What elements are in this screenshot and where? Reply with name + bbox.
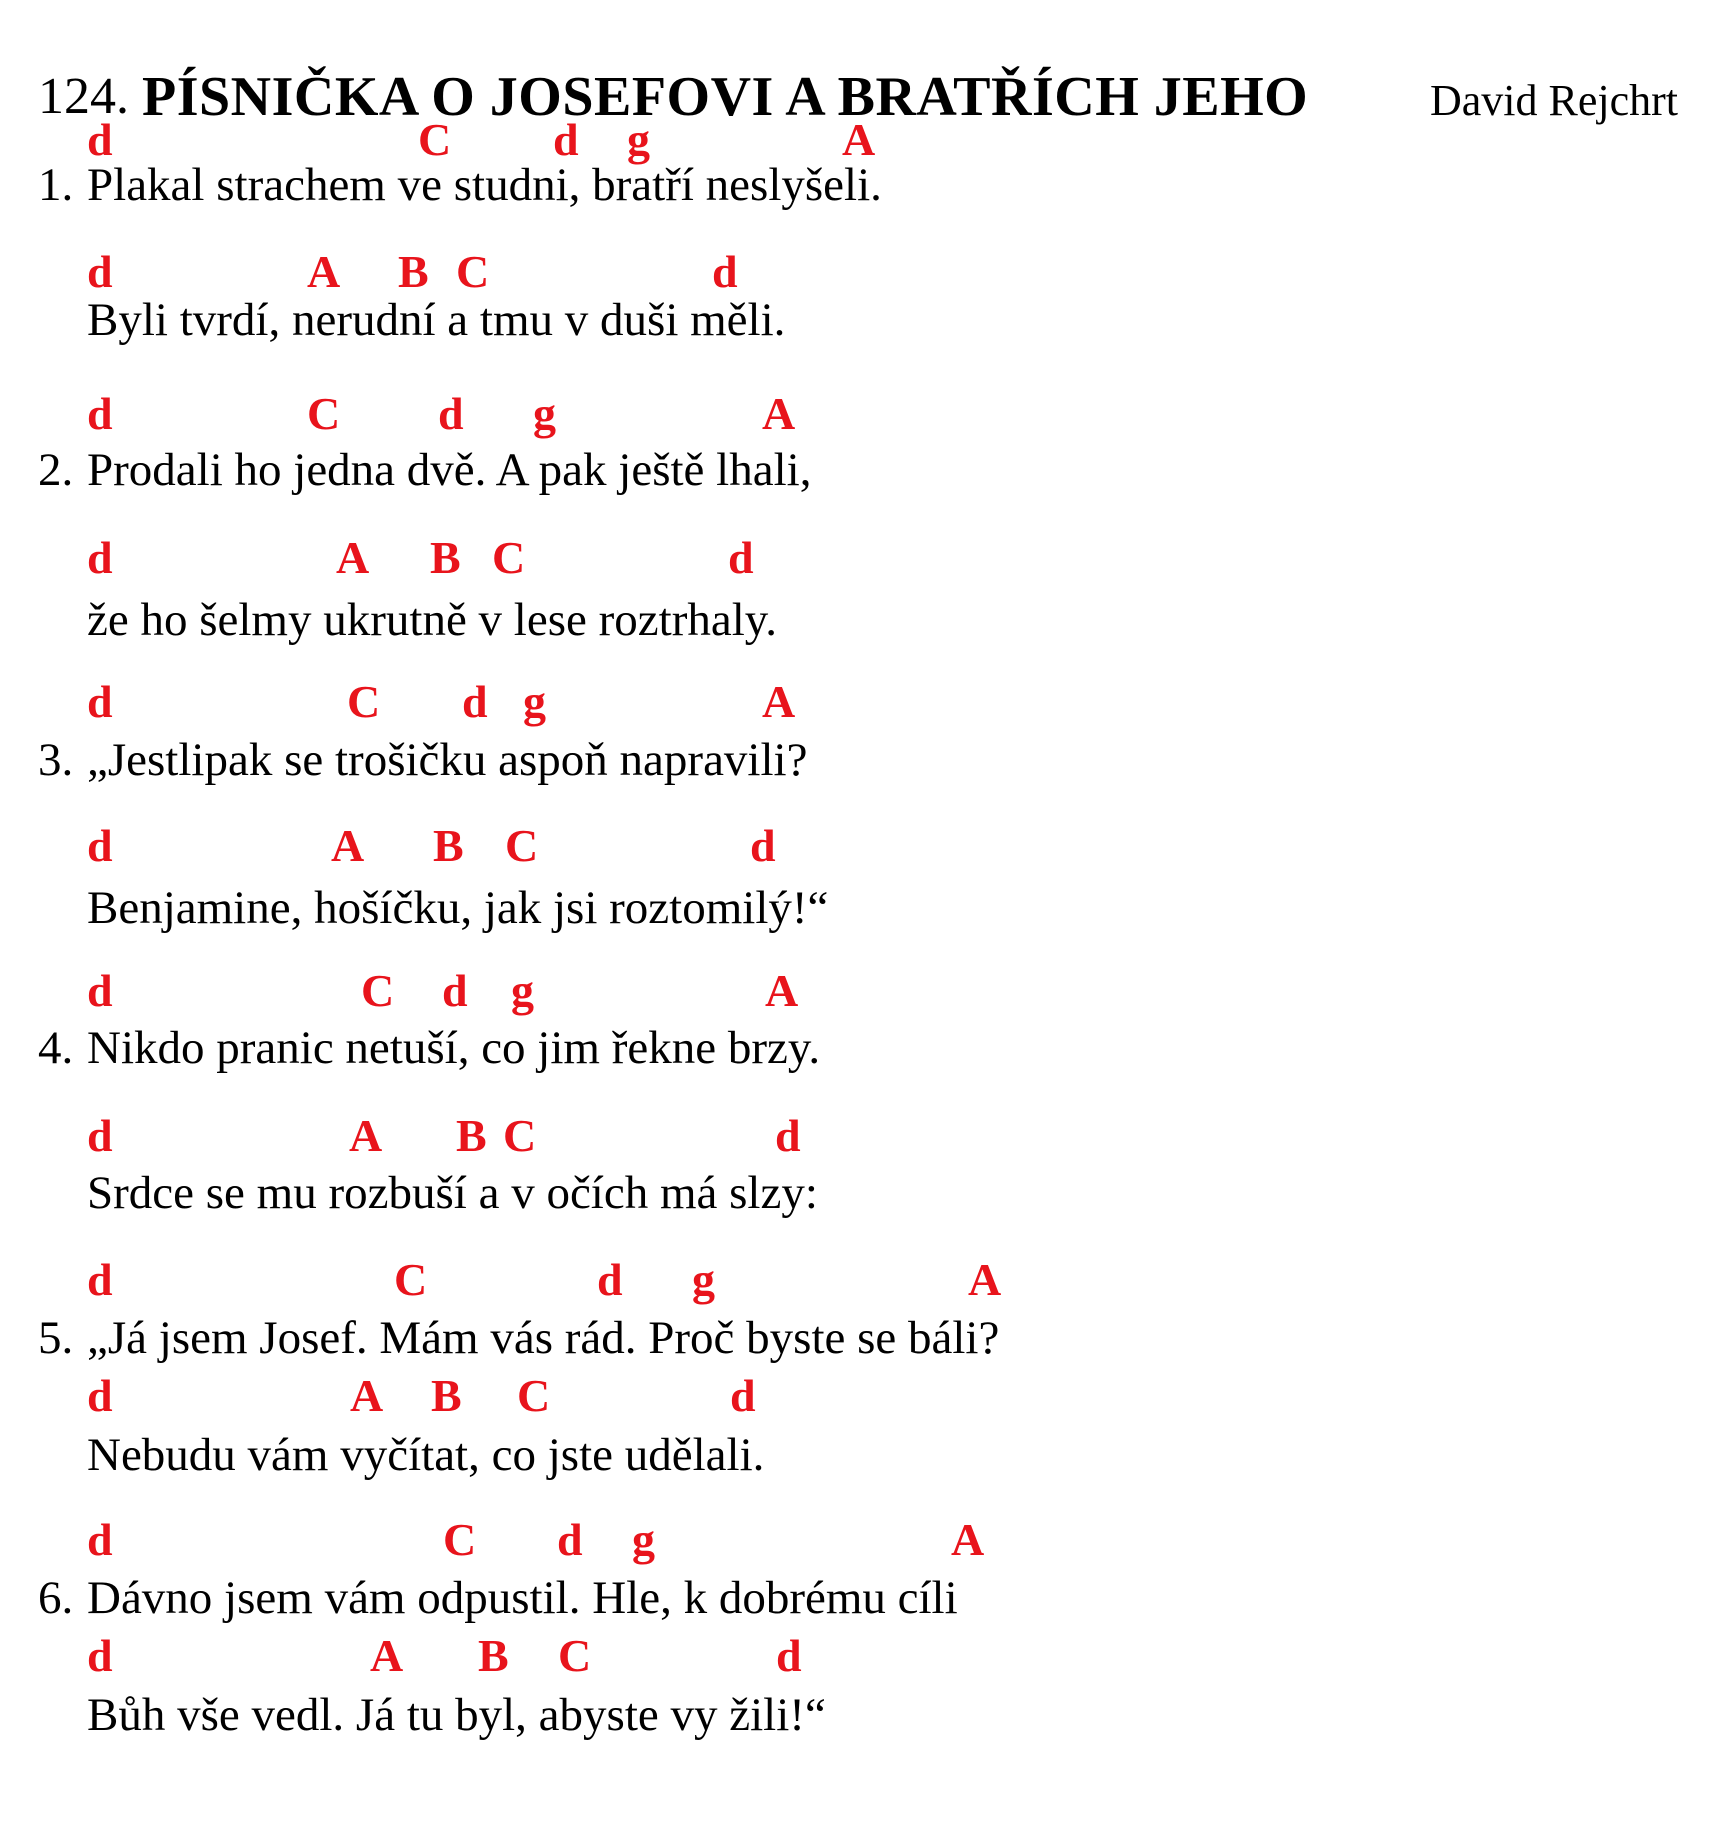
verse-number: 3. [38,734,74,786]
chord-symbol: g [632,1514,655,1565]
lyric-text: „Já jsem Josef. Mám vás rád. Proč byste se báli? [87,1312,1000,1364]
chord-line [0,1108,1733,1164]
lyric-text: Plakal strachem ve studni, bratří neslyšeli. [87,159,882,211]
verse-number: 6. [38,1572,74,1624]
lyric-line [0,1685,1733,1745]
lyric-line [0,730,1733,790]
chord-symbol: A [968,1254,1002,1305]
chord-symbol: g [523,676,546,727]
lyric-text: že ho šelmy ukrutně v lese roztrhaly. [87,594,777,646]
lyric-line [0,590,1733,650]
song-number: 124. [38,68,129,125]
lyric-line [0,155,1733,215]
chord-line [0,1512,1733,1568]
lyric-line [0,440,1733,500]
chord-symbol: d [87,1370,113,1421]
chord-symbol: A [762,388,796,439]
chord-symbol: d [553,114,579,165]
chord-symbol: d [87,1254,113,1305]
chord-symbol: B [456,1110,487,1161]
chord-symbol: A [307,246,341,297]
verse-number: 4. [38,1022,74,1074]
chord-symbol: d [442,965,468,1016]
chord-line [0,1368,1733,1424]
chord-symbol: C [394,1254,428,1305]
chord-line [0,1252,1733,1308]
lyric-text: Nikdo pranic netuší, co jim řekne brzy. [87,1022,821,1074]
chord-symbol: C [456,246,490,297]
lyric-text: Bůh vše vedl. Já tu byl, abyste vy žili!“ [87,1689,826,1741]
lyric-text: Srdce se mu rozbuší a v očích má slzy: [87,1167,818,1219]
chord-symbol: d [730,1370,756,1421]
chord-symbol: B [478,1630,509,1681]
chord-line [0,1628,1733,1684]
chord-symbol: d [750,820,776,871]
chord-symbol: g [511,965,534,1016]
chord-symbol: B [431,1370,462,1421]
chord-symbol: g [533,388,556,439]
chord-symbol: d [87,676,113,727]
chord-symbol: A [370,1630,404,1681]
chord-line [0,818,1733,874]
chord-symbol: A [765,965,799,1016]
chord-symbol: C [505,820,539,871]
lyric-line [0,1308,1733,1368]
chord-symbol: d [87,388,113,439]
chord-symbol: d [87,246,113,297]
lyric-line [0,1568,1733,1628]
chord-symbol: C [361,965,395,1016]
chord-line [0,674,1733,730]
chord-symbol: C [347,676,381,727]
chord-symbol: d [775,1110,801,1161]
chord-symbol: C [443,1514,477,1565]
lyric-line [0,1018,1733,1078]
chord-symbol: A [349,1110,383,1161]
chord-symbol: C [517,1370,551,1421]
chord-symbol: B [398,246,429,297]
verse-number: 5. [38,1312,74,1364]
chord-symbol: C [492,532,526,583]
chord-symbol: B [433,820,464,871]
chord-symbol: d [87,820,113,871]
lyric-text: Nebudu vám vyčítat, co jste udělali. [87,1429,765,1481]
chord-symbol: d [87,532,113,583]
lyric-text: Dávno jsem vám odpustil. Hle, k dobrému cíli [87,1572,958,1624]
chord-symbol: A [842,114,876,165]
chord-symbol: B [430,532,461,583]
verse-number: 1. [38,159,74,211]
chord-symbol: d [87,1110,113,1161]
chord-symbol: A [350,1370,384,1421]
lyric-line [0,1163,1733,1223]
lyric-text: Prodali ho jedna dvě. A pak ještě lhali, [87,444,812,496]
chord-symbol: C [307,388,341,439]
chord-symbol: A [336,532,370,583]
chord-symbol: d [438,388,464,439]
chord-line [0,530,1733,586]
chord-symbol: d [87,965,113,1016]
verse-number: 2. [38,444,74,496]
chord-symbol: C [558,1630,592,1681]
chord-symbol: A [951,1514,985,1565]
lyric-line [0,1425,1733,1485]
chord-symbol: A [331,820,365,871]
lyric-text: „Jestlipak se trošičku aspoň napravili? [87,734,808,786]
chord-line [0,963,1733,1019]
chord-symbol: d [597,1254,623,1305]
song-author: David Rejchrt [1429,76,1678,125]
lyric-line [0,878,1733,938]
chord-symbol: d [557,1514,583,1565]
lyric-text: Benjamine, hošíčku, jak jsi roztomilý!“ [87,882,829,934]
chord-symbol: d [87,114,113,165]
chord-symbol: g [692,1254,715,1305]
chord-line [0,386,1733,442]
chord-symbol: d [462,676,488,727]
chord-symbol: A [762,676,796,727]
chord-symbol: d [728,532,754,583]
lyric-text: Byli tvrdí, nerudní a tmu v duši měli. [87,294,786,346]
chord-symbol: d [712,246,738,297]
chord-symbol: g [627,114,650,165]
chord-symbol: d [87,1630,113,1681]
song-title: PÍSNIČKA O JOSEFOVI A BRATŘÍCH JEHO [142,66,1309,128]
chord-symbol: C [503,1110,537,1161]
chord-symbol: d [776,1630,802,1681]
chord-symbol: C [418,114,452,165]
lyric-line [0,290,1733,350]
chord-symbol: d [87,1514,113,1565]
